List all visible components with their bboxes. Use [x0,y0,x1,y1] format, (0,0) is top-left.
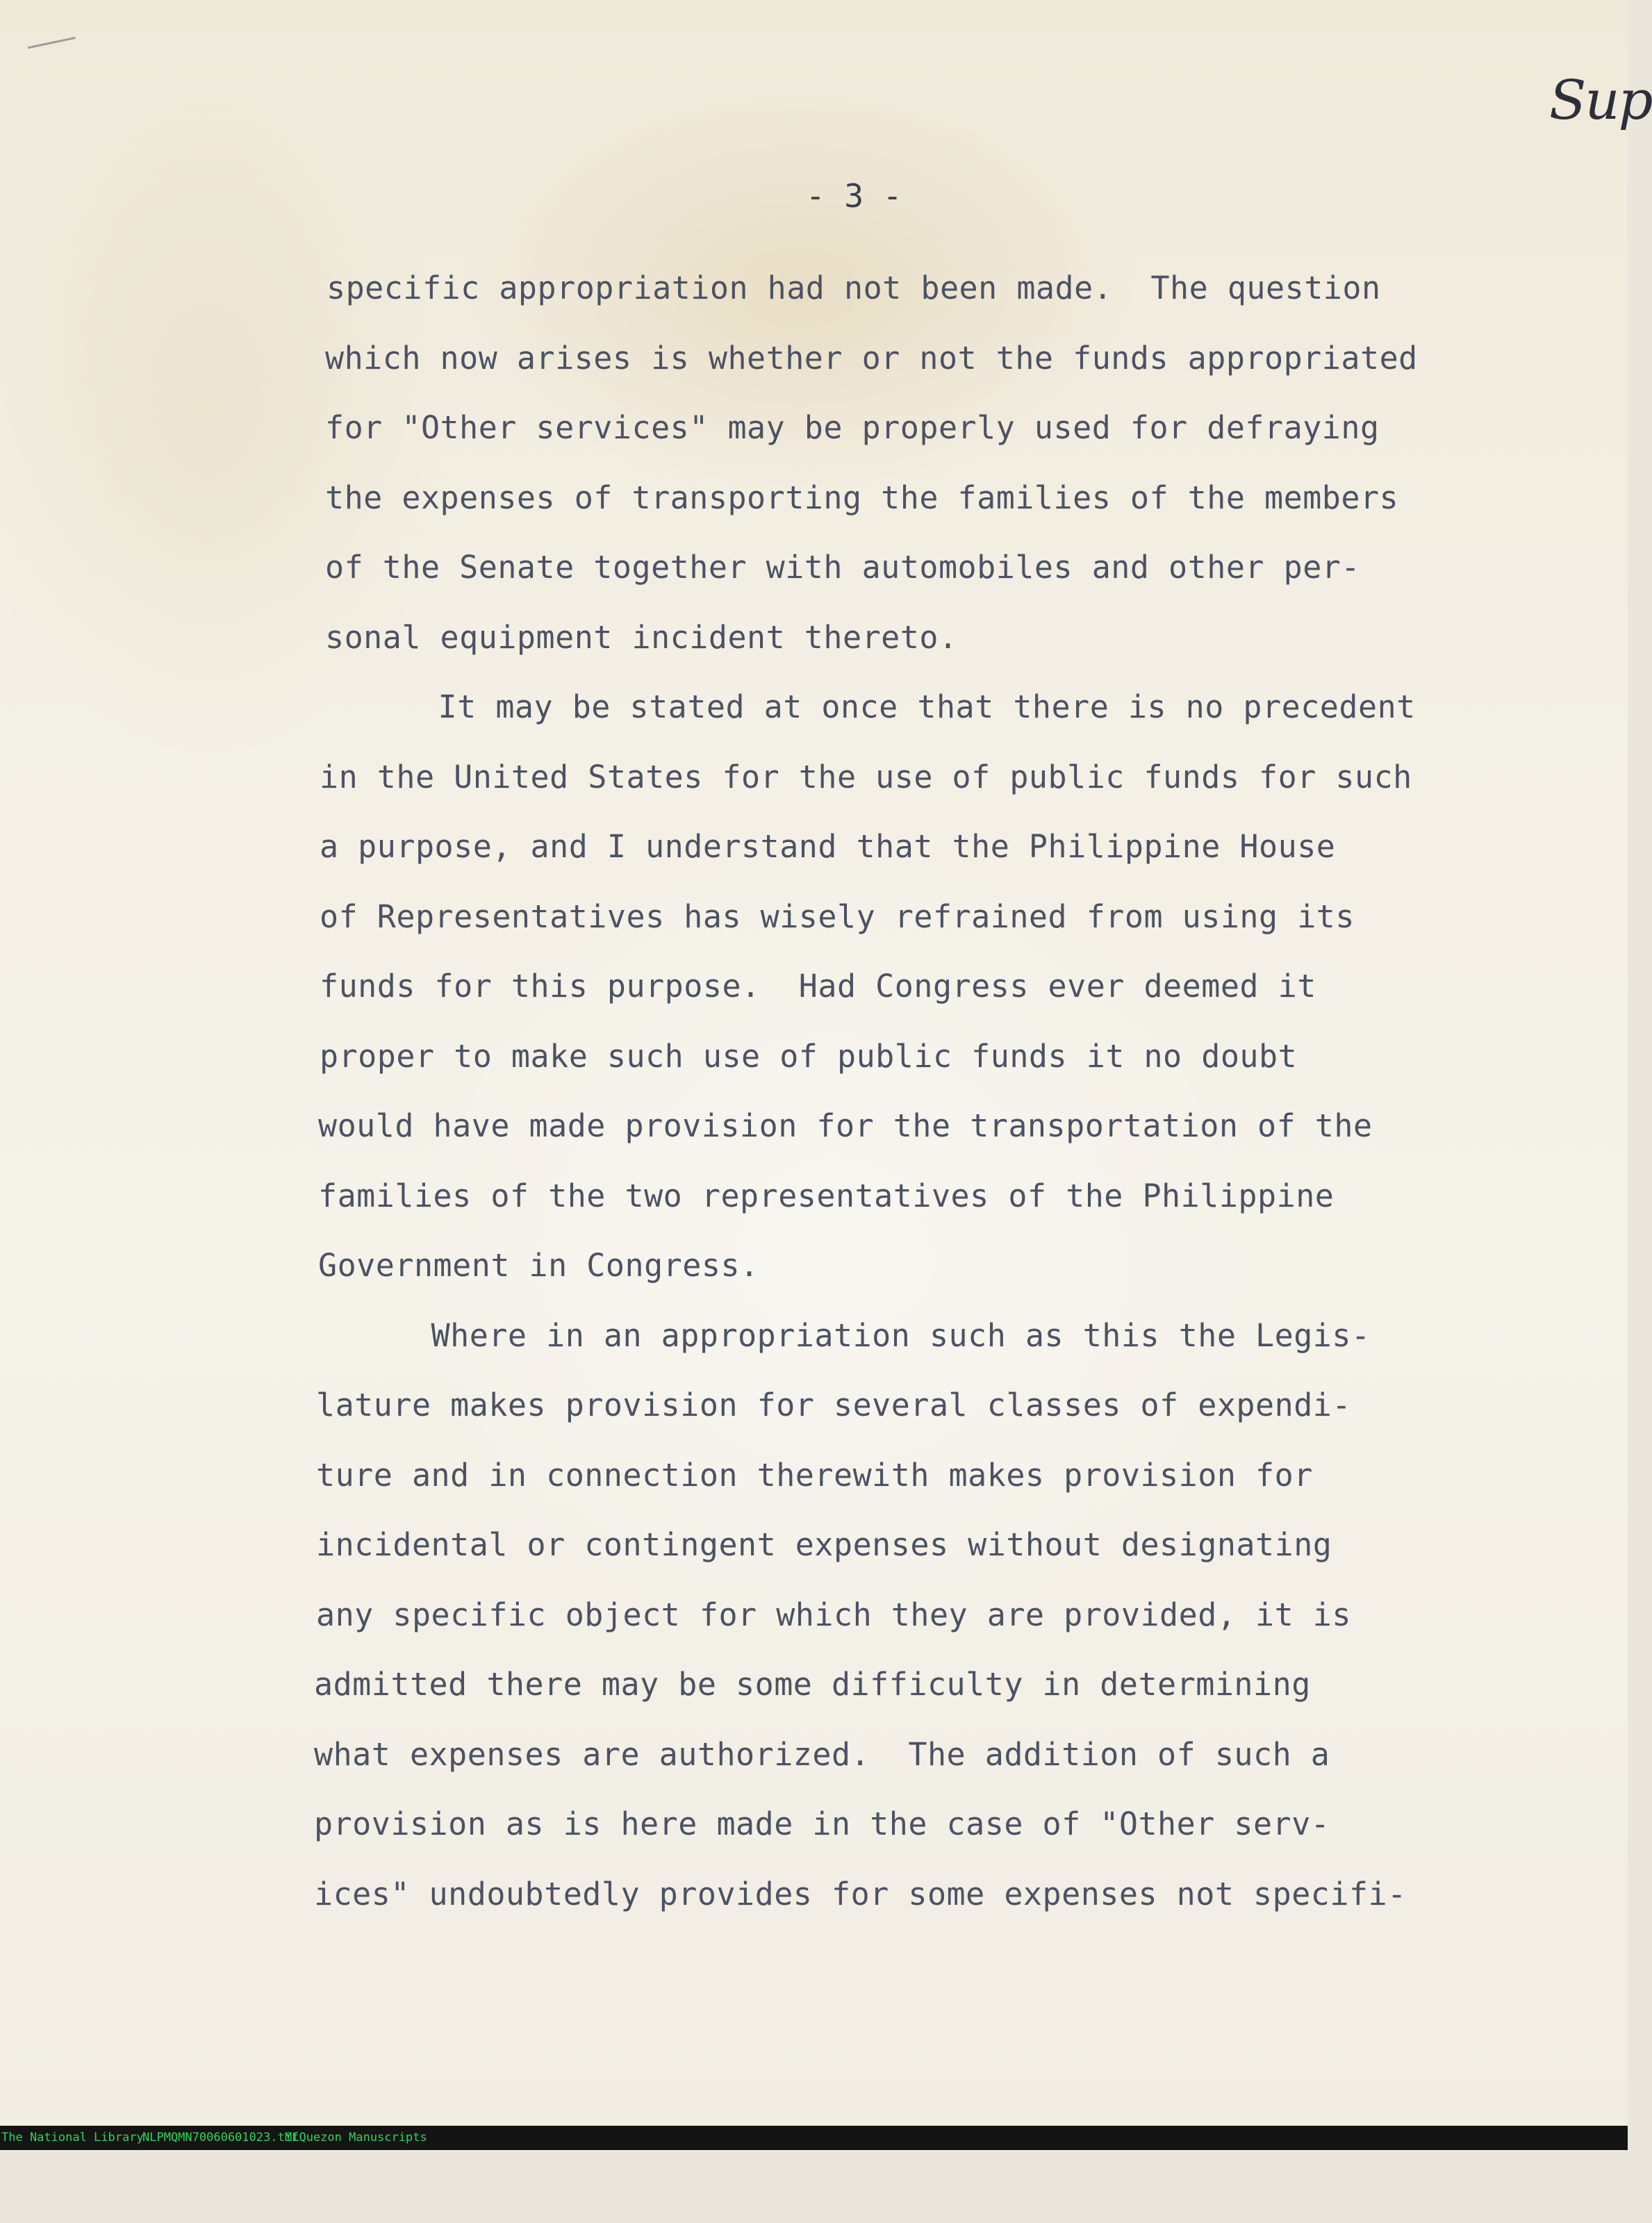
footer-library: The National Library [1,2131,144,2145]
footer-file-name: NLPMQMN70060601023.tif [142,2131,299,2145]
text-line: of the Senate together with automobiles and other per- [325,549,1360,586]
text-line: any specific object for which they are provided, it is [316,1596,1351,1633]
text-line: funds for this purpose. Had Congress ever deemed it [320,968,1316,1005]
text-line: incidental or contingent expenses without designating [316,1526,1332,1563]
text-line: specific appropriation had not been made. The question [327,270,1381,306]
text-line: the expenses of transporting the families of the members [325,479,1399,516]
text-line: proper to make such use of public funds it no doubt [320,1038,1298,1075]
text-line: a purpose, and I understand that the Philippine House [320,828,1336,865]
text-line: for "Other services" may be properly used for defraying [325,409,1380,446]
text-line: sonal equipment incident thereto. [325,619,958,656]
text-line: ices" undoubtedly provides for some expenses not specifi- [314,1876,1407,1912]
page-number: - 3 - [806,177,902,215]
text-line: Where in an appropriation such as this the Legis- [316,1317,1371,1354]
text-line: which now arises is whether or not the funds appropriated [325,340,1418,377]
handwritten-annotation: Sup [1549,69,1652,132]
text-line: what expenses are authorized. The addition of such a [314,1736,1330,1773]
text-line: would have made provision for the transportation of the [318,1107,1373,1144]
text-line: ture and in connection therewith makes provision for [316,1457,1313,1494]
text-line: provision as is here made in the case of "Other serv- [314,1805,1330,1842]
text-line: Government in Congress. [318,1247,759,1284]
text-line: families of the two representatives of the Philippine [318,1177,1335,1214]
text-line: in the United States for the use of public funds for such [320,759,1412,795]
archive-footer-bar [0,2126,1628,2150]
text-line: of Representatives has wisely refrained from using its [320,898,1355,935]
text-line: It may be stated at once that there is no precedent [323,688,1416,725]
text-line: lature makes provision for several classes of expendi- [316,1387,1351,1423]
text-line: admitted there may be some difficulty in determining [314,1666,1311,1703]
footer-collection: MLQuezon Manuscripts [285,2131,427,2145]
